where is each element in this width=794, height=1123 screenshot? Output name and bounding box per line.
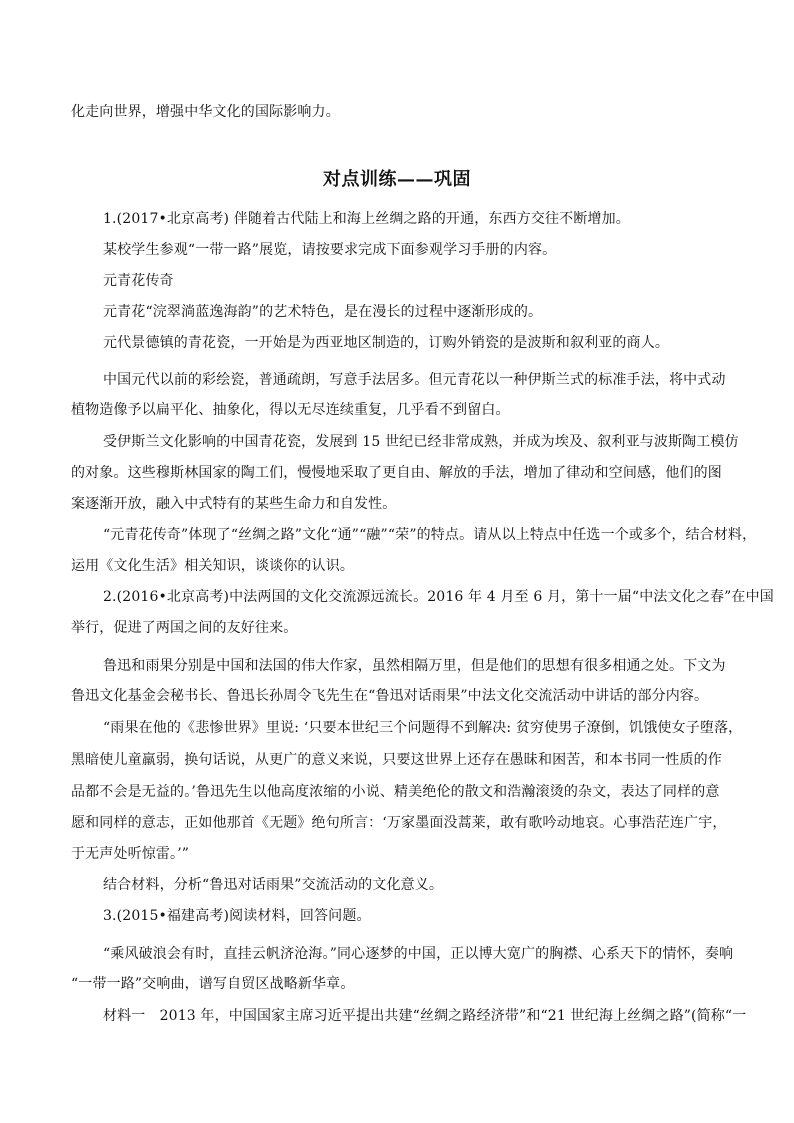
q1-paragraph-2: 元代景德镇的青花瓷，一开始是为西亚地区制造的，订购外销瓷的是波斯和叙利亚的商人。: [103, 335, 669, 351]
q2-stem-line-1: 2.(2016•北京高考)中法两国的文化交流源远流长。2016 年 4 月至 6 月，第十一届“中法文化之春”在中国: [103, 589, 774, 605]
section-title: 对点训练——巩固: [323, 169, 471, 190]
q1-paragraph-3-line-1: 中国元代以前的彩绘瓷，普通疏朗，写意手法居多。但元青花以一种伊斯兰式的标准手法，将中式动: [103, 372, 726, 388]
q1-paragraph-4-line-3: 案逐渐开放，融入中式特有的某些生命力和自发性。: [71, 496, 397, 512]
q1-paragraph-4-line-2: 的对象。这些穆斯林国家的陶工们，慢慢地采取了更自由、解放的手法，增加了律动和空间感，他们的图: [71, 465, 722, 481]
q1-heading: 元青花传奇: [103, 273, 174, 289]
q1-paragraph-3-line-2: 植物造像予以扁平化、抽象化，得以无尽连续重复，几乎看不到留白。: [71, 402, 510, 418]
intro-line: 化走向世界，增强中华文化的国际影响力。: [71, 104, 340, 120]
q2-quote-line-5: 于无声处听惊雷。’”: [71, 846, 190, 862]
q3-stem: 3.(2015•福建高考)阅读材料，回答问题。: [103, 908, 371, 924]
q2-quote-line-1: “雨果在他的《悲惨世界》里说: ‘只要本世纪三个问题得不到解决: 贫穷使男子潦倒，饥饿使女子堕落，: [103, 720, 743, 736]
q2-quote-line-2: 黑暗使儿童羸弱，换句话说，从更广的意义来说，只要这世界上还存在愚昧和困苦，和本书同一性质的作: [71, 752, 722, 768]
q2-quote-line-3: 品都不会是无益的。’鲁迅先生以他高度浓缩的小说、精美绝伦的散文和浩瀚滚烫的杂文，表达了同样的意: [71, 784, 720, 800]
q2-quote-line-4: 愿和同样的意志，正如他那首《无题》绝句所言：‘万家墨面没蒿莱，敢有歌吟动地哀。心事浩茫连广宇，: [71, 815, 727, 831]
q1-question-line-2: 运用《文化生活》相关知识，谈谈你的认识。: [71, 558, 354, 574]
q2-paragraph-1-line-1: 鲁迅和雨果分别是中国和法国的伟大作家，虽然相隔万里，但是他们的思想有很多相通之处。下文为: [103, 658, 726, 674]
q3-paragraph-1-line-1: “乘风破浪会有时，直挂云帆济沧海。”同心逐梦的中国，正以博大宽广的胸襟、心系天下的情怀，奏响: [103, 946, 734, 962]
q3-paragraph-1-line-2: “一带一路”交响曲，谱写自贸区战略新华章。: [71, 976, 355, 992]
q2-question: 结合材料，分析“鲁迅对话雨果”交流活动的文化意义。: [103, 877, 444, 893]
q1-paragraph-1: 元青花“浣翠淌蓝逸海韵”的艺术特色，是在漫长的过程中逐渐形成的。: [103, 304, 543, 320]
q2-paragraph-1-line-2: 鲁迅文化基金会秘书长、鲁迅长孙周令飞先生在“鲁迅对话雨果”中法文化交流活动中讲话的部分内容。: [71, 688, 709, 704]
q1-question-line-1: “元青花传奇”体现了“丝绸之路”文化“通”“融”“荣”的特点。请从以上特点中任选一个或多个，结合材料，: [103, 527, 757, 543]
q3-material-1: 材料一 2013 年，中国国家主席习近平提出共建“丝绸之路经济带”和“21 世纪海上丝绸之路”(简称“一: [103, 1008, 747, 1024]
q1-context: 某校学生参观“一带一路”展览，请按要求完成下面参观学习手册的内容。: [103, 242, 557, 258]
q1-paragraph-4-line-1: 受伊斯兰文化影响的中国青花瓷，发展到 15 世纪已经非常成熟，并成为埃及、叙利亚与波斯陶工模仿: [103, 434, 739, 450]
q2-stem-line-2: 举行，促进了两国之间的友好往来。: [71, 620, 298, 636]
q1-stem: 1.(2017•北京高考) 伴随着古代陆上和海上丝绸之路的开通，东西方交往不断增加。: [103, 211, 630, 227]
